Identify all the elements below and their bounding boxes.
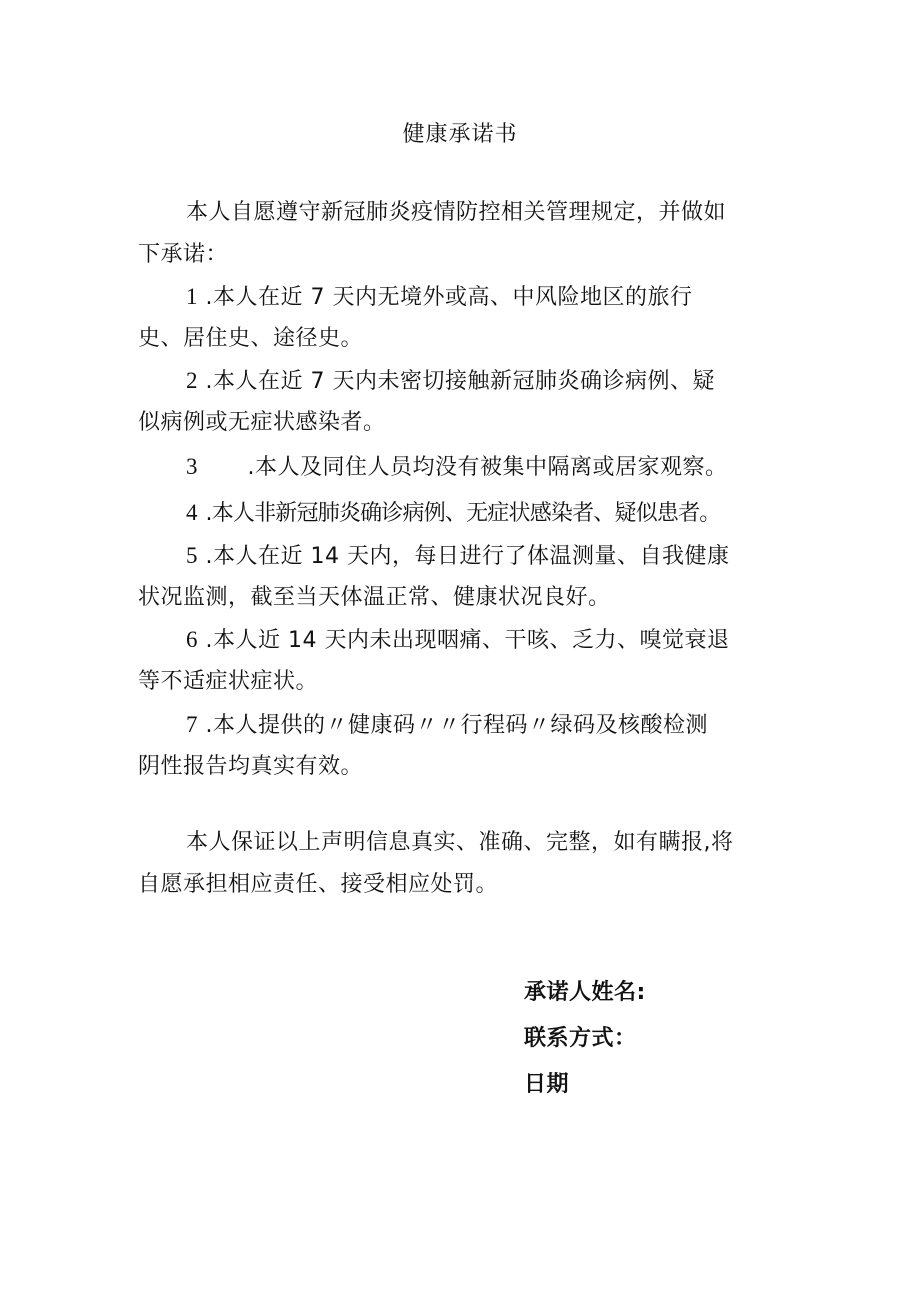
date-label: 日期 (524, 1072, 570, 1097)
item-number: 7 (186, 712, 198, 737)
item-4 (186, 498, 721, 529)
item-text: .本人非新冠肺炎确诊病例、无症状感染者、疑似患者。 (205, 501, 721, 526)
item-number: 1 (186, 284, 198, 309)
item-number: 5 (186, 543, 198, 568)
item-text: .本人在近 7 天内未密切接触新冠肺炎确诊病例、疑 (205, 369, 715, 394)
item-2 (186, 366, 715, 397)
item-number: 2 (186, 368, 198, 393)
intro-line-2: 下承诺： (138, 242, 229, 267)
item-number: 3 (186, 454, 198, 479)
item-text: .本人提供的〃健康码〃〃行程码〃绿码及核酸检测 (205, 713, 708, 738)
item-number: 4 (186, 500, 198, 525)
item-5-continuation: 状况监测，截至当天体温正常、健康状况良好。 (138, 585, 611, 610)
item-6-continuation: 等不适症状症状。 (138, 669, 319, 694)
item-5 (186, 541, 729, 572)
document-title: 健康承诺书 (402, 122, 518, 147)
item-text: .本人在近 7 天内无境外或高、中风险地区的旅行 (205, 285, 693, 310)
contact-label: 联系方式： (524, 1026, 637, 1051)
intro-line-1: 本人自愿遵守新冠肺炎疫情防控相关管理规定，并做如 (186, 200, 727, 225)
guarantee-line-2: 自愿承担相应责任、接受相应处罚。 (138, 872, 499, 897)
item-text: .本人在近 14 天内，每日进行了体温测量、自我健康 (205, 544, 730, 569)
signer-name-label: 承诺人姓名: (524, 980, 646, 1005)
guarantee-line-1: 本人保证以上声明信息真实、准确、完整，如有瞒报,将 (186, 830, 734, 855)
item-text: .本人及同住人员均没有被集中隔离或居家观察。 (247, 455, 728, 480)
item-1-continuation: 史、居住史、途径史。 (138, 326, 364, 351)
item-7 (186, 710, 708, 741)
item-6 (186, 625, 729, 656)
item-3 (186, 452, 728, 483)
item-1 (186, 282, 692, 313)
item-text: .本人近 14 天内未出现咽痛、干咳、乏力、嗅觉衰退 (205, 628, 730, 653)
item-2-continuation: 似病例或无症状感染者。 (138, 410, 386, 435)
item-number: 6 (186, 627, 198, 652)
item-7-continuation: 阴性报告均真实有效。 (138, 754, 364, 779)
